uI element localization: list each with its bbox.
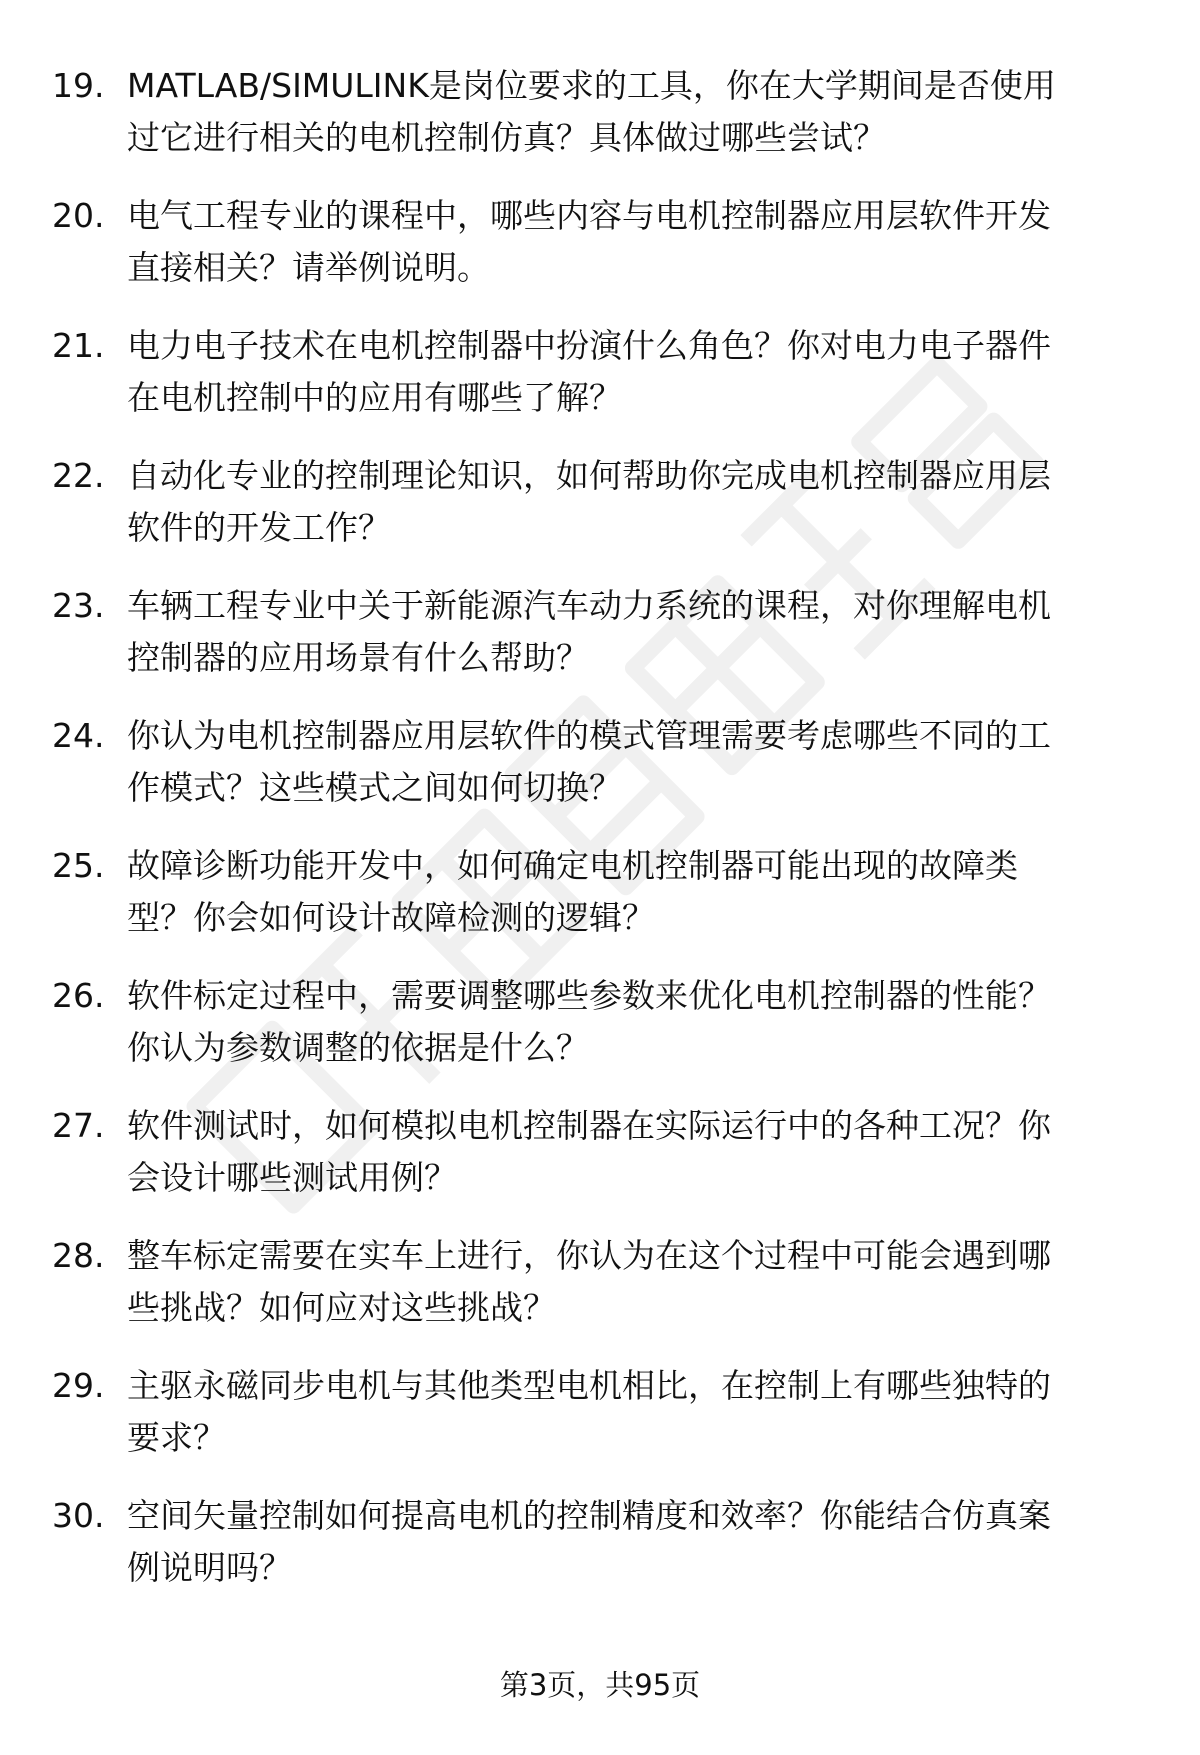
question-text: 软件标定过程中，需要调整哪些参数来优化电机控制器的性能？ 你认为参数调整的依据是什么？ [127, 976, 1051, 1067]
question-21 [0, 320, 1200, 450]
question-28 [0, 1230, 1200, 1360]
question-number: 27. [52, 1106, 105, 1145]
question-number: 29. [52, 1366, 105, 1405]
question-22 [0, 450, 1200, 580]
question-text: 整车标定需要在实车上进行，你认为在这个过程中可能会遇到哪 些挑战？如何应对这些挑战？ [127, 1236, 1051, 1327]
question-text: 车辆工程专业中关于新能源汽车动力系统的课程，对你理解电机 控制器的应用场景有什么帮助？ [127, 586, 1051, 677]
question-27 [0, 1100, 1200, 1230]
question-number: 30. [52, 1496, 105, 1535]
question-number: 21. [52, 326, 105, 365]
question-number: 23. [52, 586, 105, 625]
question-30 [0, 1490, 1200, 1620]
question-text: MATLAB/SIMULINK是岗位要求的工具，你在大学期间是否使用 过它进行相关的电机控制仿真？具体做过哪些尝试？ [127, 66, 1056, 157]
question-number: 22. [52, 456, 105, 495]
question-number: 28. [52, 1236, 105, 1275]
question-text: 软件测试时，如何模拟电机控制器在实际运行中的各种工况？你 会设计哪些测试用例？ [127, 1106, 1051, 1197]
question-text: 电力电子技术在电机控制器中扮演什么角色？你对电力电子器件 在电机控制中的应用有哪些了解？ [127, 326, 1051, 417]
question-24 [0, 710, 1200, 840]
question-number: 20. [52, 196, 105, 235]
question-25 [0, 840, 1200, 970]
question-text: 故障诊断功能开发中，如何确定电机控制器可能出现的故障类 型？你会如何设计故障检测的逻辑？ [127, 846, 1018, 937]
question-20 [0, 190, 1200, 320]
question-23 [0, 580, 1200, 710]
question-text: 你认为电机控制器应用层软件的模式管理需要考虑哪些不同的工 作模式？这些模式之间如何切换？ [127, 716, 1051, 807]
question-number: 26. [52, 976, 105, 1015]
page-footer: 第3页，共95页 [499, 1668, 701, 1702]
question-29 [0, 1360, 1200, 1490]
question-26 [0, 970, 1200, 1100]
question-number: 24. [52, 716, 105, 755]
question-19 [0, 60, 1200, 190]
question-text: 电气工程专业的课程中，哪些内容与电机控制器应用层软件开发 直接相关？请举例说明。 [127, 196, 1051, 287]
question-text: 主驱永磁同步电机与其他类型电机相比，在控制上有哪些独特的 要求？ [127, 1366, 1051, 1457]
question-number: 25. [52, 846, 105, 885]
question-list [0, 60, 1200, 1620]
question-number: 19. [52, 66, 105, 105]
question-text: 自动化专业的控制理论知识，如何帮助你完成电机控制器应用层 软件的开发工作？ [127, 456, 1051, 547]
question-text: 空间矢量控制如何提高电机的控制精度和效率？你能结合仿真案 例说明吗？ [127, 1496, 1051, 1587]
